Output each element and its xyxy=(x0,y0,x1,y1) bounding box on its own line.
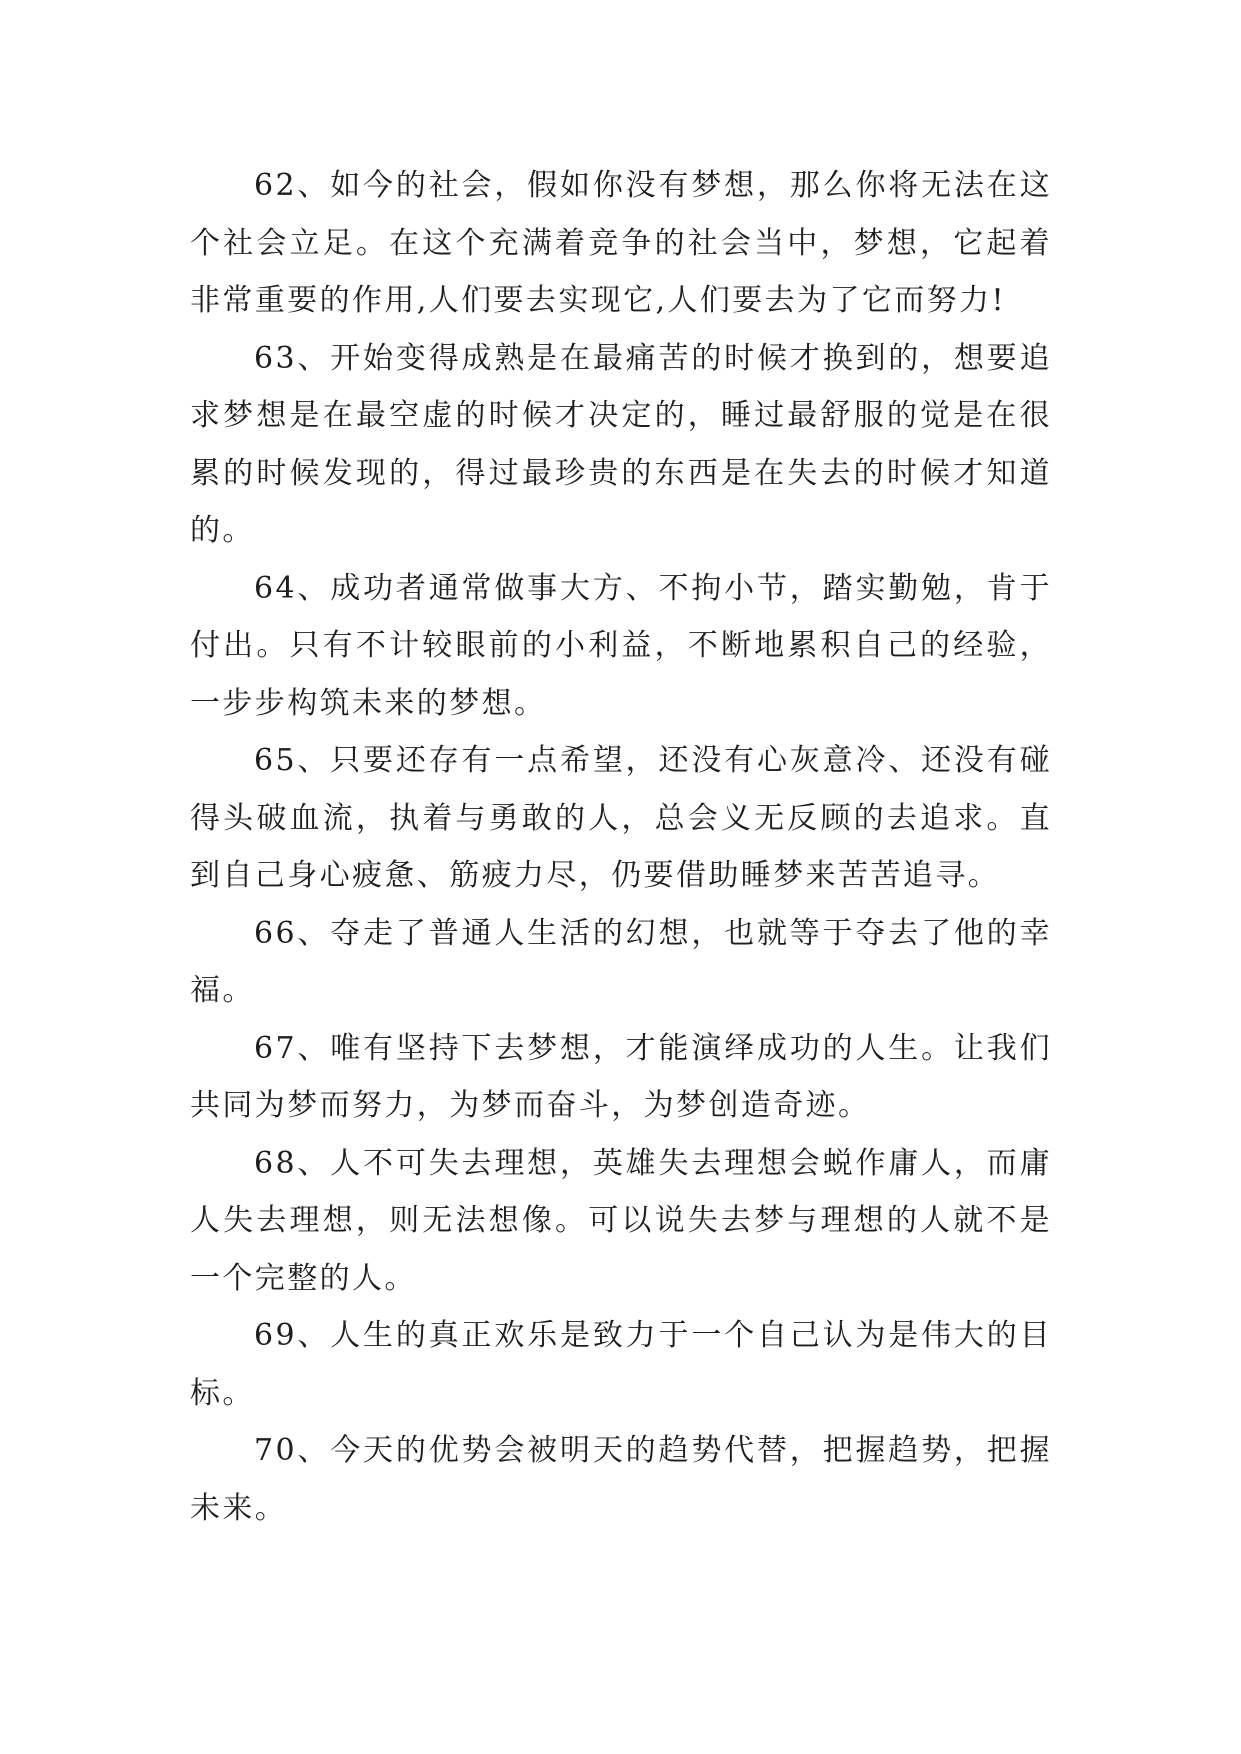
paragraph-65: 65、只要还存有一点希望，还没有心灰意冷、还没有碰得头破血流，执着与勇敢的人，总会义无反顾的去追求。直到自己身心疲惫、筋疲力尽，仍要借助睡梦来苦苦追寻。 xyxy=(190,743,1052,893)
paragraph-69: 69、人生的真正欢乐是致力于一个自己认为是伟大的目标。 xyxy=(190,1318,1052,1411)
paragraph-62: 62、如今的社会，假如你没有梦想，那么你将无法在这个社会立足。在这个充满着竞争的社会当中，梦想，它起着非常重要的作用,人们要去实现它,人们要去为了它而努力! xyxy=(190,168,1052,318)
document-body xyxy=(190,157,1052,1537)
paragraph-66: 66、夺走了普通人生活的幻想，也就等于夺去了他的幸福。 xyxy=(190,915,1052,1008)
paragraph-64: 64、成功者通常做事大方、不拘小节，踏实勤勉，肯于付出。只有不计较眼前的小利益，不断地累积自己的经验，一步步构筑未来的梦想。 xyxy=(190,570,1052,721)
paragraph-63: 63、开始变得成熟是在最痛苦的时候才换到的，想要追求梦想是在最空虚的时候才决定的，睡过最舒服的觉是在很累的时候发现的，得过最珍贵的东西是在失去的时候才知道的。 xyxy=(190,340,1052,548)
paragraph-68: 68、人不可失去理想，英雄失去理想会蜕作庸人，而庸人失去理想，则无法想像。可以说失去梦与理想的人就不是一个完整的人。 xyxy=(190,1145,1052,1296)
paragraph-67: 67、唯有坚持下去梦想，才能演绎成功的人生。让我们共同为梦而努力，为梦而奋斗，为梦创造奇迹。 xyxy=(190,1030,1052,1123)
paragraph-70: 70、今天的优势会被明天的趋势代替，把握趋势，把握未来。 xyxy=(190,1433,1052,1526)
